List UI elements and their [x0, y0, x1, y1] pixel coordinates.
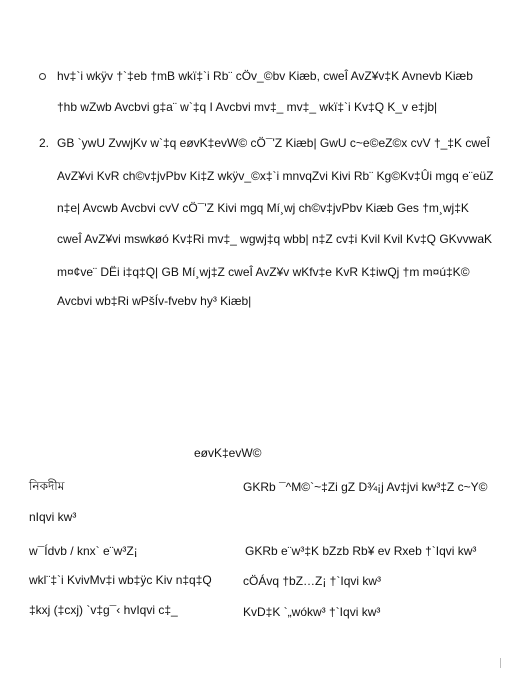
board-row-right: GKRb ¯^M©`~‡Zi gZ D¾¡j Av‡jvi kw³‡Z c~Y©	[243, 480, 488, 494]
board-row-right: cÖÁvq †bZ…Z¡ †`Iqvi kw³	[243, 574, 382, 588]
bullet-item-line: †hb wZwb Avcbvi g‡a¨ w`‡q I Avcbvi mv‡_ mv‡_ wkï‡`i Kv‡Q K_v e‡jb|	[57, 100, 438, 114]
board-row-left: nIqvi kw³	[29, 510, 77, 524]
page-edge-mark	[500, 658, 501, 668]
board-row-right: GKRb e¨w³‡K bZzb Rb¥ ev Rxeb †`Iqvi kw³	[245, 544, 477, 558]
numbered-item-number: 2.	[39, 136, 50, 150]
board-row-left: ‡kxj (‡cxj) `v‡g¯‹ hvIqvi c‡_	[29, 603, 178, 617]
numbered-item-line: Avcbvi wb‡Ri wPšÍv-fvebv hy³ Kiæb|	[57, 294, 252, 308]
numbered-item-line: GB `ywU ZvwjKv w`‡q eøvK‡evW© cÖ¯'Z Kiæb| GwU c~e©eZ©x cvV †_‡K cweÎ	[57, 136, 490, 150]
board-row-left: w¯Ídvb / knx` e¨w³Z¡	[29, 544, 138, 558]
board-row-right: KvD‡K `„wókw³ †`Iqvi kw³	[243, 605, 381, 619]
numbered-item-line: cweÎ AvZ¥vi mswkøó Kv‡Ri mv‡_ wgwj‡q wbb| n‡Z cv‡i Kvil Kvil Kv‡Q GKvvwaK	[57, 232, 493, 246]
numbered-item-line: m¤¢ve¨ DËi i‡q‡Q| GB Mí¸wj‡Z cweÎ AvZ¥v wKfv‡e KvR K‡iwQj †m m¤ú‡K©	[57, 265, 470, 279]
bullet-item-line: hv‡`i wkÿv †`‡eb †mB wkï‡`i Rb¨ cÖv_©bv Kiæb, cweÎ AvZ¥v‡K Avnevb Kiæb	[57, 69, 473, 83]
numbered-item-line: AvZ¥vi KvR ch©v‡jvPbv Ki‡Z wkÿv_©x‡`i mnvqZvi Kivi Rb¨ Kg©Kv‡Ûi mgq e¨eüZ	[57, 169, 494, 183]
board-heading: eøvK‡evW©	[194, 446, 262, 460]
numbered-item-line: n‡e| Avcwb Avcbvi cvV cÖ¯'Z Kivi mgq Mí¸wj ch©v‡jvPbv Kiæb Ges †m¸wj‡K	[57, 201, 469, 215]
board-row-left: নিকদীম	[29, 479, 65, 493]
bullet-marker-icon	[39, 73, 46, 80]
board-row-left: wkl¨‡`i KvivMv‡i wb‡ÿc Kiv n‡q‡Q	[29, 573, 212, 587]
